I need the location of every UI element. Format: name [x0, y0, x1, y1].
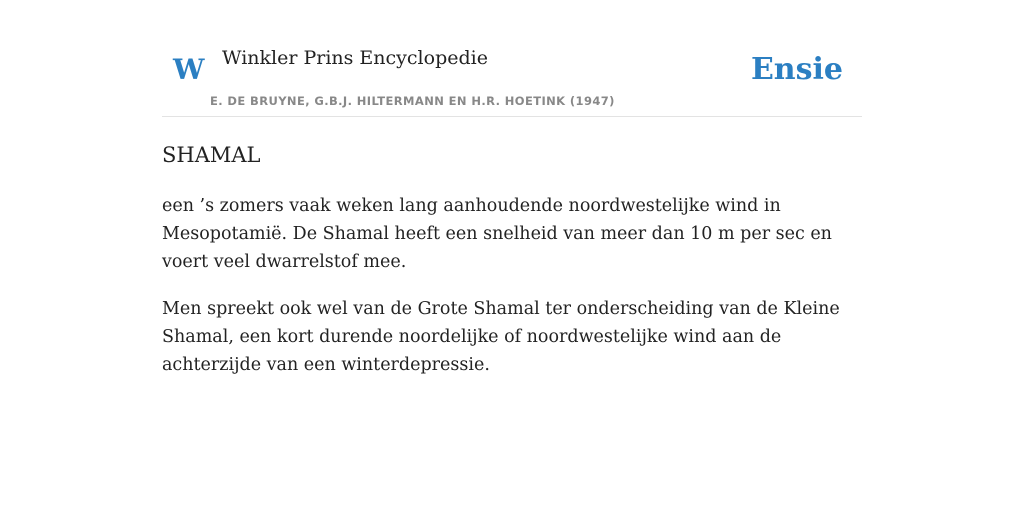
article-body — [162, 192, 862, 398]
source-title[interactable]: Winkler Prins Encyclopedie — [222, 47, 488, 69]
source-logo[interactable]: W — [173, 53, 205, 86]
source-header — [162, 0, 862, 117]
content-container — [162, 0, 862, 375]
article-paragraph: Men spreekt ook wel van de Grote Shamal ter onderscheiding van de Kleine Shamal, een kort durende noordelijke of noordwestelijke wind aan de achterzijde van een winterdepressie. — [162, 299, 840, 375]
article-headword: SHAMAL — [162, 143, 261, 167]
article-paragraph: een ’s zomers vaak weken lang aanhoudende noordwestelijke wind in Mesopotamië. De Shamal heeft een snelheid van meer dan 10 m per sec en voert veel dwarrelstof mee. — [162, 196, 832, 272]
source-authors: E. DE BRUYNE, G.B.J. HILTERMANN EN H.R. HOETINK (1947) — [210, 94, 615, 108]
ensie-logo-link[interactable]: Ensie — [750, 52, 843, 87]
